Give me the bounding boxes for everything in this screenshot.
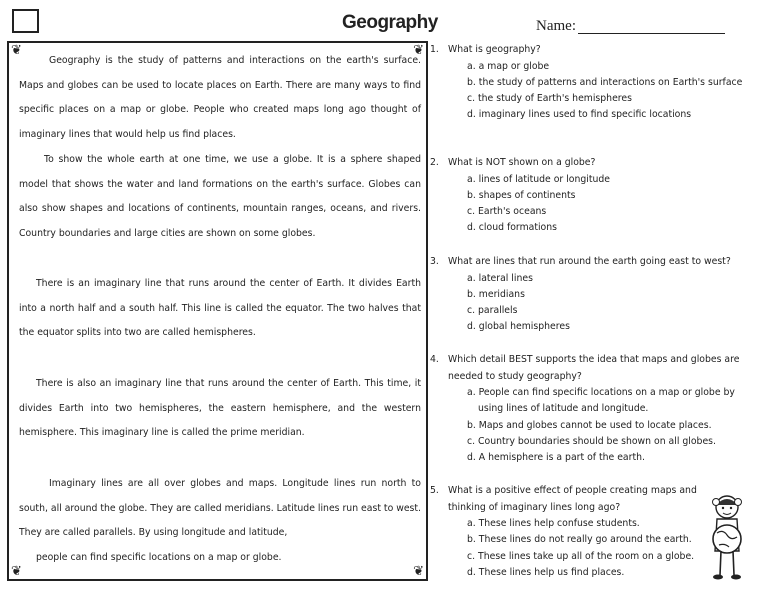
question-text: What are lines that run around the earth going east to west? [448, 256, 731, 267]
question-5 [430, 483, 710, 581]
question-text: What is a positive effect of people creating maps and thinking of imaginary lines long ago? [448, 485, 697, 513]
question-2 [430, 155, 750, 237]
question-number: 5. [430, 485, 439, 496]
name-label: Name: [536, 18, 576, 34]
answer-option[interactable]: d. A hemisphere is a part of the earth. [467, 452, 645, 464]
answer-option[interactable]: b. shapes of continents [467, 189, 576, 201]
passage-paragraph: There is an imaginary line that runs around the center of Earth. It divides Earth into a north half and a south half. This line is called the equator. The two halves that the equator splits into two are called hemispheres. [19, 278, 421, 339]
answer-option[interactable]: b. Maps and globes cannot be used to locate places. [467, 419, 712, 431]
page-title: Geography [342, 12, 438, 33]
answer-option[interactable]: d. These lines help us find places. [467, 566, 625, 578]
question-number: 4. [430, 354, 439, 365]
passage-paragraph: Geography is the study of patterns and interactions on the earth's surface. Maps and globes can be used to locate places on Earth. There are many ways to find specific places on a map or globe. People who created maps long ago thought of imaginary lines that would help us find places. [19, 55, 421, 140]
flourish-bottom-right-icon: ❦ [413, 564, 424, 579]
answer-option[interactable]: b. the study of patterns and interactions on Earth's surface [467, 76, 743, 88]
checkbox-corner [12, 9, 39, 33]
answer-option[interactable]: c. the study of Earth's hemispheres [467, 93, 632, 105]
passage-paragraph: There is also an imaginary line that runs around the center of Earth. This time, it divides Earth into two hemispheres, the eastern hemisphere, and the western hemisphere. This imaginary line is called the prime meridian. [19, 378, 421, 439]
name-field-line[interactable] [578, 33, 725, 34]
flourish-bottom-left-icon: ❦ [11, 564, 22, 579]
answer-option[interactable]: c. These lines take up all of the room on a globe. [467, 550, 695, 562]
answer-option[interactable]: c. parallels [467, 305, 518, 317]
answer-option[interactable]: a. a map or globe [467, 60, 550, 72]
answer-option[interactable]: b. These lines do not really go around the earth. [467, 534, 692, 546]
answer-option[interactable]: d. imaginary lines used to find specific locations [467, 109, 692, 121]
question-4 [430, 352, 750, 466]
answer-option[interactable]: c. Earth's oceans [467, 206, 547, 218]
question-number: 2. [430, 157, 439, 168]
passage-paragraph: Imaginary lines are all over globes and maps. Longitude lines run north to south, all around the globe. They are called meridians. Latitude lines run east to west. They are called parallels. By using longitude and latitude, [19, 478, 421, 539]
answer-option[interactable]: c. Country boundaries should be shown on all globes. [467, 435, 716, 447]
answer-option[interactable]: b. meridians [467, 288, 525, 300]
flourish-top-right-icon: ❦ [413, 43, 424, 58]
passage-paragraph: To show the whole earth at one time, we use a globe. It is a sphere shaped model that shows the water and land formations on the earth's surface. Globes can also show shapes and locations of continents, mountain ranges, oceans, and rivers. Country boundaries and large cities are shown on some globes. [19, 154, 421, 239]
reading-passage [7, 41, 428, 581]
globe-kid-mascot-icon [703, 493, 751, 585]
question-text: Which detail BEST supports the idea that maps and globes are needed to study geography? [448, 354, 740, 382]
question-3 [430, 254, 750, 336]
answer-option[interactable]: d. cloud formations [467, 222, 557, 234]
passage-paragraph: people can find specific locations on a map or globe. [36, 552, 282, 563]
question-1 [430, 42, 750, 124]
question-number: 1. [430, 44, 439, 55]
answer-option[interactable]: a. lateral lines [467, 272, 533, 284]
flourish-top-left-icon: ❦ [11, 43, 22, 58]
question-text: What is geography? [448, 44, 541, 55]
question-text: What is NOT shown on a globe? [448, 157, 596, 168]
question-number: 3. [430, 256, 439, 267]
answer-option[interactable]: d. global hemispheres [467, 321, 570, 333]
answer-option[interactable]: a. lines of latitude or longitude [467, 173, 610, 185]
answer-option[interactable]: a. These lines help confuse students. [467, 518, 640, 529]
answer-option[interactable]: a. People can find specific locations on a map or globe by using lines of latitude and longitude. [467, 387, 735, 415]
